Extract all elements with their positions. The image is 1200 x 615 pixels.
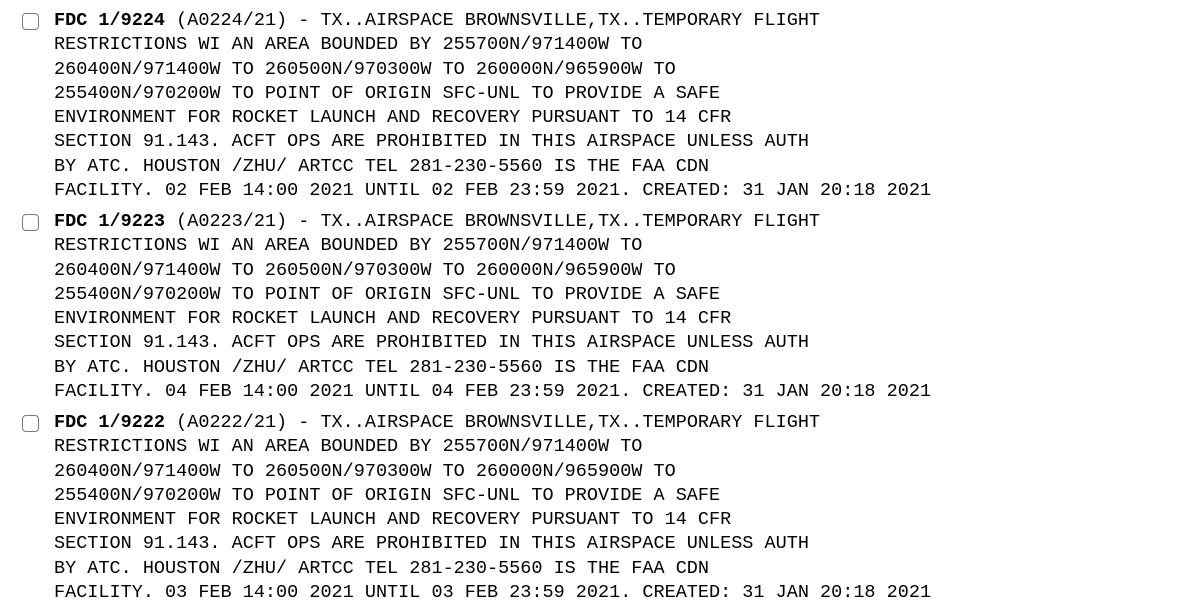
notam-line: 260400N/971400W TO 260500N/970300W TO 260000N/965900W TO <box>54 58 676 80</box>
notam-id: FDC 1/9222 <box>54 412 166 433</box>
notam-line: ENVIRONMENT FOR ROCKET LAUNCH AND RECOVERY PURSUANT TO 14 CFR <box>54 509 732 531</box>
notam-id: FDC 1/9223 <box>54 211 166 232</box>
notam-text <box>54 411 931 605</box>
notam-line: FACILITY. 03 FEB 14:00 2021 UNTIL 03 FEB 23:59 2021. CREATED: 31 JAN 20:18 2021 <box>54 582 932 604</box>
notam-text <box>54 9 931 203</box>
notam-line: SECTION 91.143. ACFT OPS ARE PROHIBITED IN THIS AIRSPACE UNLESS AUTH <box>54 131 809 153</box>
notam-line: 260400N/971400W TO 260500N/970300W TO 260000N/965900W TO <box>54 460 676 482</box>
notam-line: BY ATC. HOUSTON /ZHU/ ARTCC TEL 281-230-5560 IS THE FAA CDN <box>54 356 710 378</box>
notam-line: ENVIRONMENT FOR ROCKET LAUNCH AND RECOVERY PURSUANT TO 14 CFR <box>54 107 732 129</box>
notam-line: 255400N/970200W TO POINT OF ORIGIN SFC-UNL TO PROVIDE A SAFE <box>54 484 721 506</box>
notam-line: BY ATC. HOUSTON /ZHU/ ARTCC TEL 281-230-5560 IS THE FAA CDN <box>54 155 710 177</box>
notam-line: BY ATC. HOUSTON /ZHU/ ARTCC TEL 281-230-5560 IS THE FAA CDN <box>54 557 710 579</box>
notam-line: 255400N/970200W TO POINT OF ORIGIN SFC-UNL TO PROVIDE A SAFE <box>54 283 721 305</box>
notam-select-checkbox[interactable] <box>22 415 39 432</box>
notam-line: 260400N/971400W TO 260500N/970300W TO 260000N/965900W TO <box>54 259 676 281</box>
notam-line: RESTRICTIONS WI AN AREA BOUNDED BY 255700N/971400W TO <box>54 235 643 257</box>
notam-select-checkbox[interactable] <box>22 13 39 30</box>
notam-line: FACILITY. 02 FEB 14:00 2021 UNTIL 02 FEB 23:59 2021. CREATED: 31 JAN 20:18 2021 <box>54 180 932 202</box>
notam-line: RESTRICTIONS WI AN AREA BOUNDED BY 255700N/971400W TO <box>54 34 643 56</box>
notam-line: 255400N/970200W TO POINT OF ORIGIN SFC-UNL TO PROVIDE A SAFE <box>54 82 721 104</box>
notam-line: ENVIRONMENT FOR ROCKET LAUNCH AND RECOVERY PURSUANT TO 14 CFR <box>54 308 732 330</box>
notam-item <box>0 402 1200 602</box>
notam-id: FDC 1/9224 <box>54 10 166 31</box>
notam-line: RESTRICTIONS WI AN AREA BOUNDED BY 255700N/971400W TO <box>54 436 643 458</box>
notam-line: (A0222/21) - TX..AIRSPACE BROWNSVILLE,TX..TEMPORARY FLIGHT <box>165 412 821 433</box>
notam-text <box>54 210 931 404</box>
notam-line: (A0223/21) - TX..AIRSPACE BROWNSVILLE,TX..TEMPORARY FLIGHT <box>165 211 821 232</box>
notam-item <box>0 201 1200 401</box>
notam-item <box>0 0 1200 200</box>
notam-line: FACILITY. 04 FEB 14:00 2021 UNTIL 04 FEB 23:59 2021. CREATED: 31 JAN 20:18 2021 <box>54 381 932 403</box>
notam-select-checkbox[interactable] <box>22 214 39 231</box>
notam-line: SECTION 91.143. ACFT OPS ARE PROHIBITED IN THIS AIRSPACE UNLESS AUTH <box>54 332 809 354</box>
notam-line: SECTION 91.143. ACFT OPS ARE PROHIBITED IN THIS AIRSPACE UNLESS AUTH <box>54 533 809 555</box>
notam-line: (A0224/21) - TX..AIRSPACE BROWNSVILLE,TX..TEMPORARY FLIGHT <box>165 10 821 31</box>
